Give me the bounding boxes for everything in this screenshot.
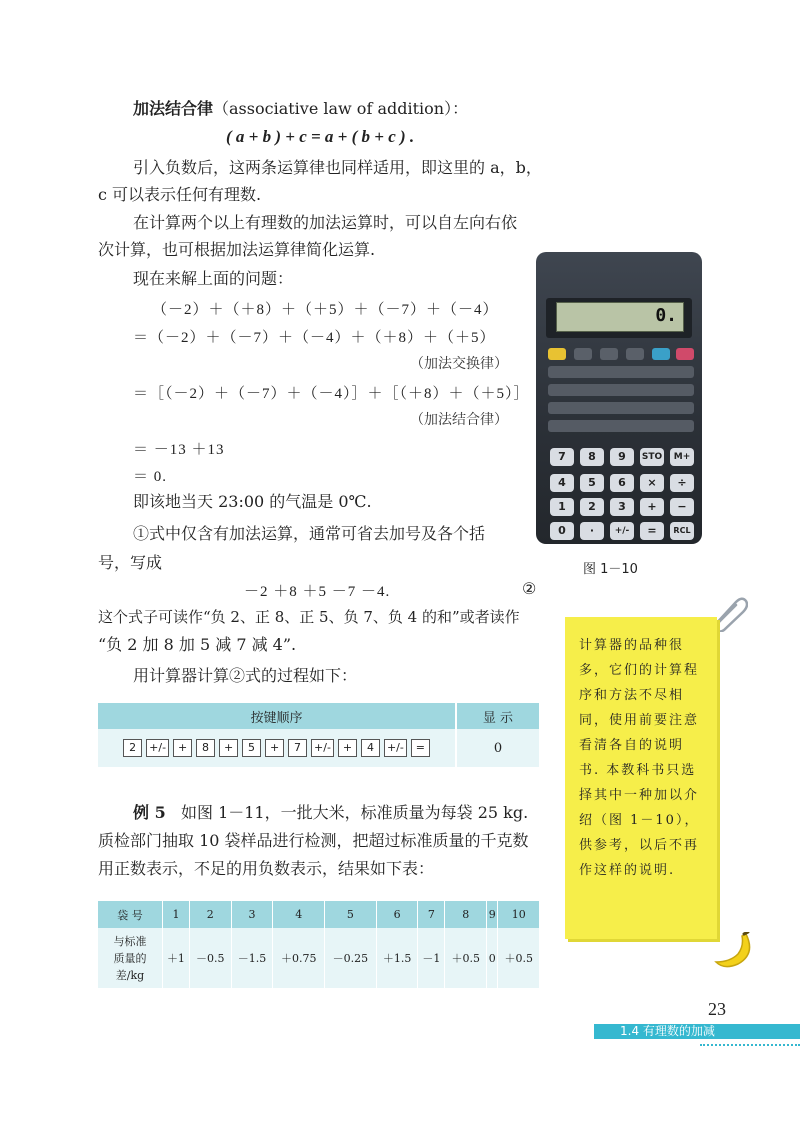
- calc-key-minus: −: [670, 498, 694, 516]
- calc-key-sto: STO: [640, 448, 664, 466]
- dotted-rule: [700, 1044, 800, 1046]
- paragraph-2b: 次计算，也可根据加法运算律简化运算.: [98, 240, 376, 259]
- difference-label-line: 与标准: [113, 934, 147, 948]
- calc-key-multiply: ×: [640, 474, 664, 492]
- example-text-1: 如图 1－11，一批大米，标准质量为每袋 25 kg.: [180, 803, 529, 822]
- function-key-row: [548, 366, 694, 378]
- key-negate: +/-: [311, 739, 334, 757]
- calc-key-8: 8: [580, 448, 604, 466]
- conclusion: 即该地当天 23:00 的气温是 0℃.: [133, 492, 372, 511]
- explain-3: 用计算器计算②式的过程如下：: [133, 666, 358, 685]
- law-term: 加法结合律: [133, 99, 214, 118]
- example-label: 例 5: [133, 803, 166, 822]
- calc-key-4: 4: [550, 474, 574, 492]
- display-value: 0: [456, 729, 539, 767]
- explain-1b: 号，写成: [98, 553, 163, 572]
- bag-cell: 4: [273, 901, 325, 928]
- key-8: 8: [196, 739, 215, 757]
- calc-key-plus: +: [640, 498, 664, 516]
- diff-cell: ＋0.5: [445, 928, 487, 988]
- calc-key-rcl: RCL: [670, 522, 694, 540]
- page-number: 23: [708, 999, 726, 1019]
- diff-cell: ＋1: [163, 928, 190, 988]
- key-7: 7: [288, 739, 307, 757]
- calc-key-7: 7: [550, 448, 574, 466]
- calc-key-equals: =: [640, 522, 664, 540]
- figure-caption: 图 1－10: [583, 562, 638, 577]
- bag-number-label: 袋 号: [117, 908, 143, 922]
- key-negate: +/-: [384, 739, 407, 757]
- diff-cell: 0: [487, 928, 498, 988]
- step-2: ＝（－2）＋（－7）＋（－4）＋（＋8）＋（＋5）: [133, 330, 496, 346]
- shift-key: [548, 348, 566, 360]
- bag-cell: 3: [231, 901, 273, 928]
- calculator-figure: [536, 252, 702, 544]
- paragraph-1a: 引入负数后，这两条运算律也同样适用，即这里的 a，b，: [133, 158, 542, 177]
- bag-cell: 1: [163, 901, 190, 928]
- law-line: [133, 99, 468, 119]
- banana-icon: [712, 932, 756, 970]
- difference-label-line: 差/kg: [115, 968, 145, 982]
- function-key-row: [548, 384, 694, 396]
- function-key: [652, 348, 670, 360]
- diff-cell: －1: [418, 928, 445, 988]
- key-plus: +: [265, 739, 284, 757]
- key-plus: +: [219, 739, 238, 757]
- calc-key-0: 0: [550, 522, 574, 540]
- function-key: [626, 348, 644, 360]
- bag-weight-table: [98, 901, 539, 988]
- key-plus: +: [338, 739, 357, 757]
- bag-cell: 2: [189, 901, 231, 928]
- bag-cell: 8: [445, 901, 487, 928]
- key-5: 5: [242, 739, 261, 757]
- step-4: ＝ －13 ＋13: [133, 442, 225, 458]
- step-3: ＝［（－2）＋（－7）＋（－4）］＋［（＋8）＋（＋5）］: [133, 386, 530, 402]
- function-key: [600, 348, 618, 360]
- bag-cell: 7: [418, 901, 445, 928]
- diff-cell: ＋1.5: [376, 928, 418, 988]
- calc-key-dot: ·: [580, 522, 604, 540]
- bag-cell: 10: [498, 901, 539, 928]
- on-key: [676, 348, 694, 360]
- paragraph-2a: 在计算两个以上有理数的加法运算时，可以自左向右依: [133, 213, 518, 232]
- bag-cell: 5: [325, 901, 377, 928]
- diff-cell: ＋0.5: [498, 928, 539, 988]
- associative-formula: ( a + b ) + c = a + ( b + c ) .: [226, 127, 415, 146]
- diff-cell: －0.25: [325, 928, 377, 988]
- calc-key-negate: +/-: [610, 522, 634, 540]
- calc-key-1: 1: [550, 498, 574, 516]
- step-1: （－2）＋（＋8）＋（＋5）＋（－7）＋（－4）: [152, 302, 499, 318]
- calc-key-2: 2: [580, 498, 604, 516]
- key-4: 4: [361, 739, 380, 757]
- hint-commutative: （加法交换律）: [410, 356, 508, 372]
- calc-key-6: 6: [610, 474, 634, 492]
- diff-cell: －1.5: [231, 928, 273, 988]
- calc-key-divide: ÷: [670, 474, 694, 492]
- paragraph-3: 现在来解上面的问题：: [133, 269, 294, 288]
- calc-key-3: 3: [610, 498, 634, 516]
- function-key-row: [548, 420, 694, 432]
- key-equals: =: [411, 739, 430, 757]
- example-line-2: 质检部门抽取 10 袋样品进行检测，把超过标准质量的千克数: [98, 831, 529, 850]
- hint-associative: （加法结合律）: [410, 412, 508, 428]
- calc-key-mplus: M+: [670, 448, 694, 466]
- sticky-note: [565, 617, 717, 939]
- example-line-3: 用正数表示，不足的用负数表示，结果如下表：: [98, 859, 435, 878]
- diff-cell: ＋0.75: [273, 928, 325, 988]
- key-sequence: [98, 729, 456, 767]
- function-key: [574, 348, 592, 360]
- bag-cell: 6: [376, 901, 418, 928]
- paragraph-1b: c 可以表示任何有理数.: [98, 185, 262, 204]
- explain-1a: ①式中仅含有加法运算，通常可省去加号及各个括: [133, 524, 486, 543]
- function-key-row: [548, 402, 694, 414]
- calculator-display: 0.: [655, 305, 677, 326]
- difference-label-line: 质量的: [113, 951, 147, 965]
- step-5: ＝ 0.: [133, 469, 168, 485]
- equation-mark-2: ②: [522, 579, 537, 598]
- calc-key-5: 5: [580, 474, 604, 492]
- diff-cell: －0.5: [189, 928, 231, 988]
- key-2: 2: [123, 739, 142, 757]
- key-negate: +/-: [146, 739, 169, 757]
- difference-label: [98, 928, 163, 988]
- calculator-screen: [556, 302, 684, 332]
- calc-key-9: 9: [610, 448, 634, 466]
- expression-2: －2 ＋8 ＋5 －7 －4.: [244, 584, 391, 600]
- example-line-1: [133, 803, 528, 823]
- key-sequence-table: [98, 703, 539, 767]
- note-text: 计算器的品种很多，它们的计算程序和方法不尽相同，使用前要注意看清各自的说明书. 本教科书只选择其中一种加以介绍（图 1－10），供参考，以后不再作这样的说明.: [579, 638, 700, 878]
- explain-2a: 这个式子可读作“负 2、正 8、正 5、负 7、负 4 的和”或者读作: [98, 608, 520, 626]
- law-english: （associative law of addition）：: [213, 99, 469, 118]
- explain-2b: “负 2 加 8 加 5 减 7 减 4”.: [98, 635, 297, 654]
- section-tab: 1.4 有理数的加减: [594, 1024, 800, 1039]
- header-display: 显 示: [456, 703, 539, 729]
- bag-cell: 9: [487, 901, 498, 928]
- key-plus: +: [173, 739, 192, 757]
- header-key-order: 按键顺序: [250, 710, 303, 726]
